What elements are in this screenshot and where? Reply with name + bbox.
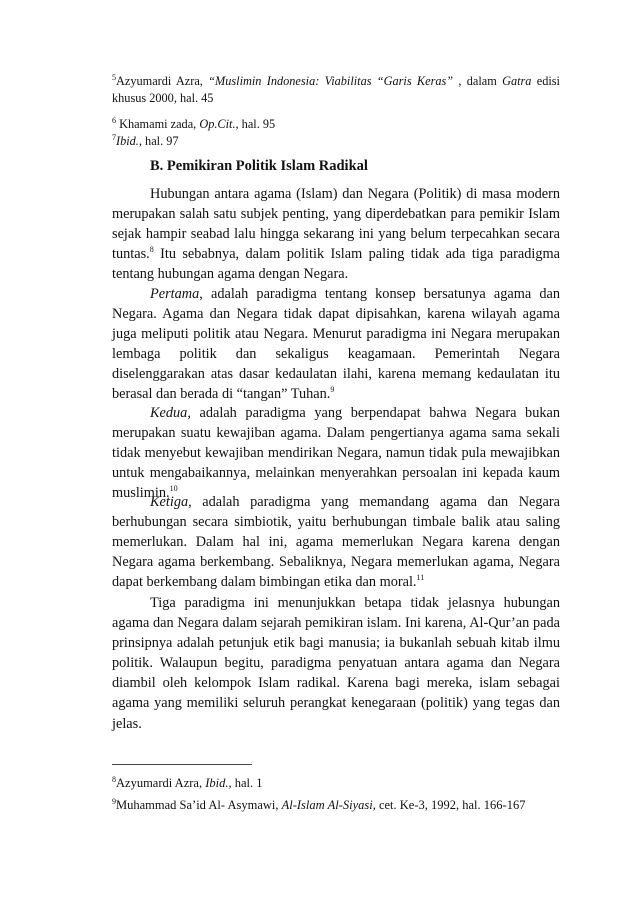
paragraph-lead: Ketiga, [150,494,192,510]
paragraph-text: adalah paradigma yang memandang agama dan Negara berhubungan secara simbiotik, yaitu berhubungan timbale balik atau saling memerlukan. Dalam hal ini, agama memerlukan Negara karena dengan Negara agama berkembang. Sebaliknya, Negara memerlukan agama, Negara dapat berkembang dalam bimbingan etika dan moral. [112,494,560,591]
footnote-author: Khamami zada, [116,117,200,131]
paragraph-kedua [112,403,560,503]
footnote-text: hal. 95 [238,117,276,131]
footnote-number: 9 [112,796,116,806]
footnote-7 [112,133,560,150]
paragraph-ketiga [112,492,560,592]
footnote-text: hal. 97 [141,134,179,148]
footnote-text: , dalam [458,74,503,88]
paragraph-pertama [112,284,560,405]
footnote-journal: Gatra [502,74,532,88]
footnote-ref-9: 9 [330,385,335,395]
paragraph-text: Tiga paradigma ini menunjukkan betapa tidak jelasnya hubungan agama dan Negara dalam sejarah pemikiran islam. Ini karena, Al-Qur’an pada prinsipnya adalah petunjuk etik bagi manusia; ia bukanlah sebuah kitab ilmu politik. Walaupun begitu, paradigma penyatuan antara agama dan Negara diambil oleh kelompok Islam radikal. Karena bagi mereka, islam sebagai agama yang memiliki seluruh perangkat kenegaraan (politik) yang tegas dan jelas. [112,595,560,732]
footnote-author: Azyumardi Azra, [116,776,206,790]
footnote-6 [112,116,560,133]
footnote-ref-8: 8 [149,245,154,255]
section-heading: B. Pemikiran Politik Islam Radikal [150,158,368,174]
footnote-ref: Ibid., [116,134,142,148]
footnote-8 [112,775,560,792]
paragraph-text: , adalah paradigma tentang konsep bersatunya agama dan Negara. Agama dan Negara tidak dapat dipisahkan, karena wilayah agama juga meliputi politik atau Negara. Menurut paradigma ini Negara merupakan lembaga politik dan sekaligus keagamaan. Pemerintah Negara diselenggarakan atas dasar kedaulatan ilahi, karena memang kedaulatan itu berasal dan berada di “tangan” Tuhan. [112,286,560,403]
paragraph-lead: Kedua, [150,405,191,421]
footnote-5 [112,73,560,107]
footnote-title: Al-Islam Al-Siyasi [281,798,373,812]
footnote-number: 7 [112,132,116,142]
paragraph-lead: Pertama [150,286,200,302]
footnote-text: , cet. Ke-3, 1992, hal. 166-167 [372,798,526,812]
footnote-divider [112,764,252,765]
footnote-text: edisi khusus 2000, hal. 45 [112,74,560,105]
paragraph-intro [112,184,560,284]
paragraph-text: Itu sebabnya, dalam politik Islam paling tidak ada tiga paradigma tentang hubungan agama dengan Negara. [112,246,560,283]
footnote-ref: Op.Cit., [199,117,239,131]
footnote-ref-11: 11 [416,573,425,583]
footnote-9 [112,797,560,814]
footnote-number: 5 [112,72,116,82]
footnote-ref-10: 10 [169,484,178,494]
footnote-author: Muhammad Sa’id Al- Asymawi, [116,798,282,812]
footnote-number: 6 [112,115,116,125]
paragraph-text: Hubungan antara agama (Islam) dan Negara (Politik) di masa modern merupakan salah satu subjek penting, yang diperdebatkan para pemikir Islam sejak hampir seabad lalu hingga sekarang ini yang belum terpecahkan secara tuntas. [112,186,560,263]
paragraph-text: adalah paradigma yang berpendapat bahwa Negara bukan merupakan suatu kewajiban agama. Dalam pengertianya agama sama sekali tidak menyebut kewajiban mendirikan Negara, namun tidak pula mewajibkan untuk mengabaikannya, melainkan menyerahkan persoalan ini kepada kaum muslimin. [112,405,560,502]
footnote-author: Azyumardi Azra, [116,74,209,88]
paragraph-conclusion [112,593,560,734]
footnote-title: “Muslimin Indonesia: Viabilitas “Garis Keras” [208,74,459,88]
footnote-ref: Ibid., [205,776,232,790]
footnote-text: hal. 1 [231,776,263,790]
footnote-number: 8 [112,774,116,784]
